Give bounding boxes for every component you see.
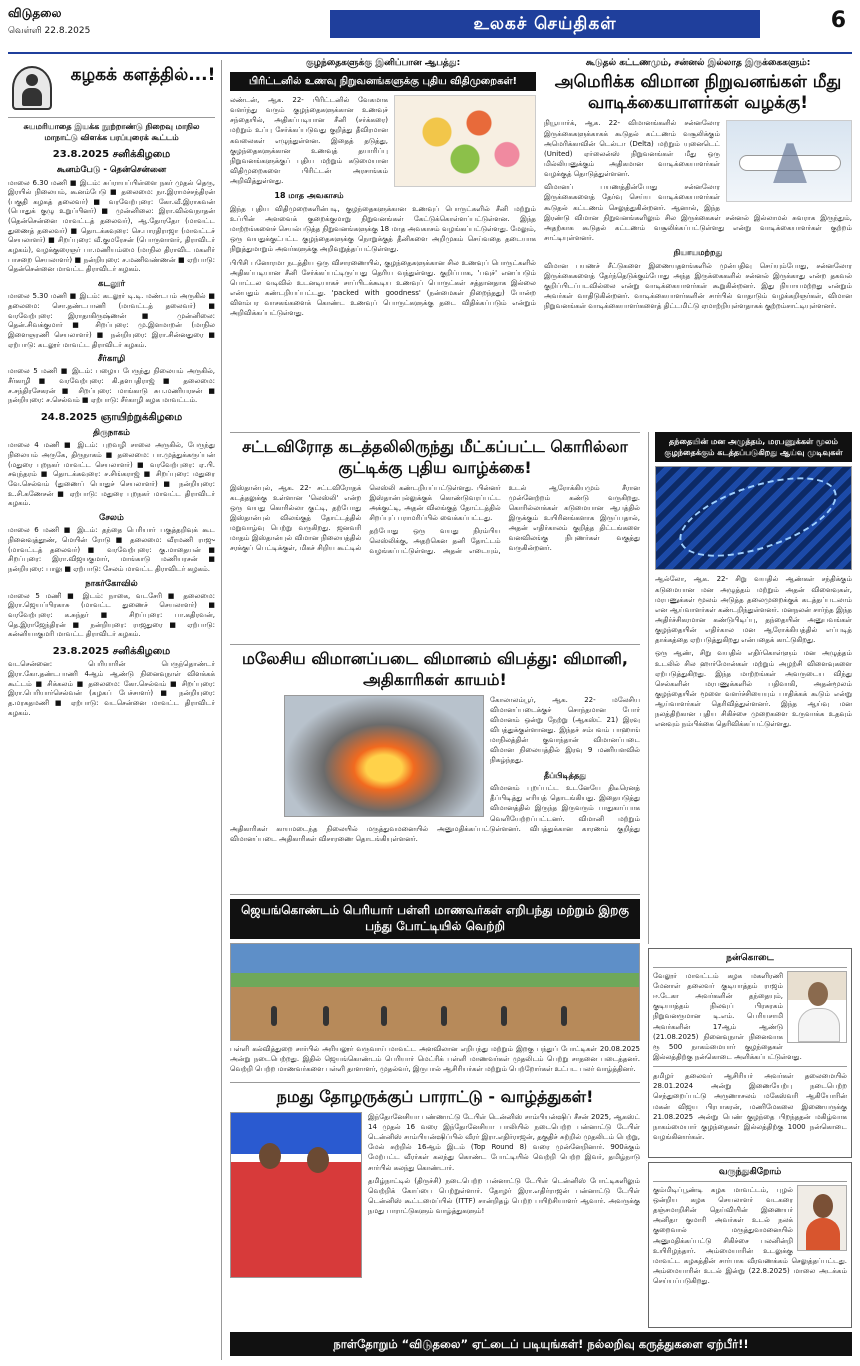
baby-food-photo — [394, 95, 536, 187]
obituary-box — [648, 1162, 852, 1328]
place-heading: நாகர்கோவில் — [85, 578, 138, 589]
article-body — [230, 1112, 640, 1216]
dna-illustration — [655, 466, 852, 570]
left-column — [8, 60, 222, 1360]
article-body — [230, 483, 640, 557]
article-sports — [230, 894, 640, 1078]
article-headline: நமது தோழருக்குப் பாராட்டு - வாழ்த்துகள்! — [276, 1087, 594, 1106]
divider — [653, 1066, 847, 1067]
kalam-title: கழகக் களத்தில்...! — [70, 65, 216, 85]
article-stress-genes — [648, 432, 852, 944]
article-baby-food — [230, 58, 536, 428]
article-kicker: குழந்தைகளுக்கு இனிப்பான ஆபத்து: — [305, 58, 461, 68]
paper-date: வெள்ளி 22.8.2025 — [8, 26, 91, 36]
article-paragraph: பிபிசி பனோரமா நடத்திய ஒரு விசாரணையில், குழந்தைகளுக்கான சில உணவுப் பொருட்களில் அதிகப்படியான சீனி சேர்க்கப்பட்டிருப்பது தெரிய வந்துள்ளது. குறிப்பாக, 'பவுச்' எனப்படும் பொட்டல வடிவில் உடனடியாகச் சாப்பிடக்கூடிய உணவுப் பொருட்கள் சத்தானதாக இல்லை என்பதும் கண்டறியப்பட்டது. 'packed with goodness' (நன்மைகள் நிறைந்தது) போன்ற விளம்பர வாசகங்களைக் கொண்ட உணவுப் பொருட்களுக்கு தடை விதிக்கப்படும் என்றும் அறிவிக்கப்பட்டுள்ளது. — [230, 258, 536, 318]
article-gorilla — [230, 432, 640, 642]
article-headline: பிரிட்டனில் உணவு நிறுவனங்களுக்கு புதிய விதிமுறைகள்! — [230, 72, 536, 91]
program-text: மாலை 5 மணி ■ இடம்: பழைய பேருந்து நிலையம் அருகில், சீர்காழி ■ வரவேற்புரை: கி.தளபதிராஜ் ■ தலைமை: ச.சந்திரசேகரன் ■ சிறப்புரை: மாங்காடு சுப.மணியரசன் ■ நன்றியுரை: ச.செல்வம் ■ ஏற்பாடு: சீர்காழி கழக மாவட்டம். — [8, 367, 215, 405]
portrait-photo — [787, 971, 847, 1043]
article-paragraph: விமானப் பயணத்தின்போது சன்னலோர இருக்கைகளைத் தேர்வு செய்ய வாடிக்கையாளர்கள் கூடுதல் கட்டணம் செலுத்துகின்றனர். ஆனால், இந்த இரண்டு விமான நிறுவனங்களிலும் சில இருக்கைகள் சன்னல் இல்லாமல் சுவராக இருந்தும், அதற்காக கூடுதல் கட்டணம் வசூலிக்கப்பட்டுள்ளது என்று வாடிக்கையாளர்கள் குற்றம் சாட்டியுள்ளனர். — [544, 183, 852, 242]
box-title: நன்கொடை — [653, 953, 847, 968]
program-text: மாலை 4 மணி ■ இடம்: புறவழி சாலை அருகில், பேருந்து நிலையம் அருகே, திருநாகம் ■ தலைமை: பா.முத்துக்கருப்பன் (மதுரை புறநகர் மாவட்ட செயலாளர்) ■ வரவேற்புரை: ஏ.பி. சவுந்தரம் ■ தொடக்கவுரை: ச.சிங்கராஜ் ■ சிறப்புரை: மதுரை வே.செல்வம் (துணைப் பொதுச் செயலாளர்) ■ நன்றியுரை: உ.சி.கணேசன் ■ ஏற்பாடு: மதுரை புறநகர் மாவட்ட திராவிடர் கழகம். — [8, 441, 215, 508]
program-text: வடசென்னை: பெரியாரின் பெருந்தொண்டர் இரா.கோ.தண்டபாணி 4ஆம் ஆண்டு நினைவுநாள் விளக்கக் கூட்டம் ■ சிக்கலம் ■ தலைமை: கோ.செல்வம் ■ சிறப்புரை: இரா.பெரியார்செல்வன் (கழகப் பேச்சாளர்) ■ நன்றியுரை: த.மரகதமணி ■ ஏற்பாடு: வடசென்னை மாவட்ட திராவிடர் கழகம். — [8, 660, 215, 717]
article-paragraph: இந்த புதிய விதிமுறைகளின்படி, குழந்தைகளுக்கான உணவுப் பொருட்களில் சீனி மற்றும் உப்பின் அளவைக் குறைக்குமாறு நிறுவனங்கள் கேட்டுக்கொள்ளப்பட்டுள்ளன. இந்த மாற்றங்களைச் செயல்படுத்த நிறுவனங்களுக்கு 18 மாத அவகாசம் வழங்கப்பட்டுள்ளது. மேலும், ஒரு வயதுக்குட்பட்ட குழந்தைகளுக்கு நொறுக்குத் தீனிகளை அறிமுகம் செய்வதை தடையாக நிறுத்துமாறும் அவர்களுக்கு அறிவுறுத்தப்பட்டுள்ளது. — [230, 204, 537, 254]
award-photo — [230, 1112, 362, 1278]
article-paragraph: நியூயார்க், ஆக. 22- விமானங்களில் சன்னலோர இருக்கைகளுக்காகக் கூடுதல் கட்டணம் வசூலிக்கும் அமெரிக்காவின் டெல்டா (Delta) மற்றும் யுனைடெட் (United) ஏர்லைன்ஸ் நிறுவனங்கள் மீது ஒரு மில்லியனுக்கும் அதிகமான வாடிக்கையாளர்கள் வழக்குத் தொடுத்துள்ளனர். — [544, 119, 720, 179]
kalam-subtitle: சுயமரியாதை இயக்க நூற்றாண்டு நிறைவு மாநில மாநாட்டு விளக்க பரப்புரைக் கூட்டம் — [23, 122, 200, 142]
article-paragraph: ஒரு ஆண், சிறு வயதில் எதிர்கொள்ளும் மன அழுத்தம் உடலில் சில ஹார்மோன்கள் மற்றும் அழற்சி விளைவுகளை ஏற்படுத்துகிறது. இந்த மாற்றங்கள் அவருடைய விந்து செல்களின் மரபணுக்களில் பதிவாகி, அதன்மூலம் குழந்தையின் மூளை வளர்ச்சியையும் பாதிக்கக் கூடும் என்று ஆய்வாளர்கள் தெரிவித்துள்ளனர். இந்த ஆய்வு மன நலத்திற்கான புதிய சிகிச்சை முறைகளை உருவாக்க உதவும் எனவும் நம்பிக்கை தெரிவிக்கப்பட்டுள்ளது. — [655, 649, 852, 729]
article-paragraph: லண்டன், ஆக. 22- பிரிட்டனில் வேகமாக வளர்ந்து வரும் குழந்தைகளுக்கான உணவுச் சந்தையில், அதிகப்படியான சீனி (சர்க்கரை) மற்றும் உப்பு சேர்க்கப்படுவது குறித்து தீவிரமான கவலைகள் எழுந்துள்ளன. இதைத் தடுத்து, குழந்தைகளுக்கான உணவுத் தயாரிப்பு நிறுவனங்களுக்குப் புதிய மற்றும் கடுமையான விதிமுறைகளை பிரிட்டன் அரசாங்கம் அறிவித்துள்ளது. — [230, 96, 388, 186]
place-heading: திருநாகம் — [92, 428, 130, 439]
article-kicker: கூடுதல் கட்டணமும், சன்னல் இல்லாத இருக்கைகளும்: — [585, 58, 811, 68]
article-subhead: 18 மாத அவகாசம் — [274, 191, 344, 201]
article-paragraph: விமானம் புறப்பட்ட உடனேயே திடீரெனத் தீப்பிடித்து எரியத் தொடங்கியது. இதையடுத்து விமானத்தில் இருந்த இருவரும் பாதுகாப்பாக வெளியேற்றப்பட்டனர். விமானி மற்றும் அதிகாரிகள் காயமடைந்த நிலையில் மருத்துவமனையில் அனுமதிக்கப்பட்டுள்ளனர். விபத்துக்கான காரணம் குறித்து விமானப்படை அதிகாரிகள் விசாரணை தொடங்கியுள்ளனர். — [230, 784, 640, 843]
article-body — [544, 118, 852, 311]
article-headline: தந்தையின் மன அழுத்தம், மரபணுக்கள் மூலம் குழந்தைக்கும் கடத்தப்படுகிறது ஆய்வு முடிவுகள் — [655, 432, 852, 462]
article-paragraph: இஸ்தான்புல், ஆக. 22- சட்டவிரோதக் கடத்தலுக்கு உள்ளான 'லெஸ்லி' என்ற ஒரு வயது கொரில்லா குட்டி, தற்போது இஸ்தான்புல் விலங்குத் தோட்டத்தில் மறுவாழ்வு பெற்று வருகிறது. ஜனவரி மாதம் இஸ்தான்புல் விமான நிலையத்தில் சரக்குப் பெட்டிக்குள், மிகச் சிறிய கூட்டில் லெஸ்லி கண்டறியப்பட்டுள்ளது. பின்னர் இஸ்தான்புல்லுக்குக் கொண்டுவரப்பட்ட அக்குட்டி, அதன் விலங்குத் தோட்டத்தில் சிறப்புப் பராமரிப்பில் வைக்கப்பட்டது. — [230, 483, 501, 553]
page-number: 6 — [830, 8, 846, 33]
article-paragraph: ஆல்லோ, ஆக. 22- சிறு வயதில் ஆண்கள் சந்திக்கும் கடுமையான மன அழுத்தம் மற்றும் அதன் விளைவுகள், மரபணுக்கள் மூலம் அடுத்த தலைமுறைக்குக் கடத்தப்படலாம் என ஆய்வாளர்கள் கண்டறிந்துள்ளனர். மனநலன் சார்ந்த இந்த அதிர்ச்சிகரமான கண்டுபிடிப்பு, தந்தையின் அனுபவங்கள் குழந்தையின் எதிர்கால மன ஆரோக்கியத்தில் எப்படித் தாக்கத்தை ஏற்படுத்துகிறது என்பதைக் காட்டுகிறது. — [655, 575, 852, 645]
sports-photo — [230, 943, 640, 1041]
place-heading: சீர்காழி — [97, 354, 126, 365]
article-headline: சட்டவிரோத கடத்தலிலிருந்து மீட்கப்பட்ட கொரில்லா குட்டிக்கு புதிய வாழ்க்கை! — [242, 437, 628, 477]
program-text: மாலை 5.30 மணி ■ இடம்: கடலூர் டி.டி. மண்டபம் அருகில் ■ தலைமை: சொ.தண்டபாணி (மாவட்டத் தலைவர்) ■ வரவேற்புரை: இராதாகிருஷ்ணன் ■ முன்னிலை: தென்.சிவக்குமார் ■ சிறப்புரை: மு.இளமாறன் (மாநில இளைஞரணி செயலாளர்) ■ நன்றியுரை: இரா.சின்னதுரை ■ ஏற்பாடு: கடலூர் மாவட்ட திராவிடர் கழகம். — [8, 292, 215, 349]
place-heading: கூனம்பேடு - தென்சென்னை — [56, 165, 167, 176]
box-text: கும்மிடிப்பூண்டி கழக மாவட்டம், புழல் ஒன்றிய கழக செயலாளர் வடகரை தஞ்சமாறிசின் தெய்வியின் இணையர் அனிதா குமாரி அவர்கள் உடல் நலக் குறைவால் மருத்துவமனையில் அனுமதிக்கப்பட்டு சிகிச்சை பலனின்றி உயிரிழந்தார். அம்மையாரின் உடலுக்கு மாவட்ட கழகத்தின் சார்பாக வீரவணக்கம் செலுத்தப்பட்டது. அம்மையாரின் உடல் இன்று (22.8.2025) மாலை அடக்கம் செய்யப்படுகிறது. — [653, 1185, 847, 1286]
airplane-photo — [726, 120, 852, 202]
photo-caption: பள்ளி கல்வித்துறை சார்பில் அரியலூர் வருவாய் மாவட்ட அளவிலான எறிபந்து மற்றும் இறகு பந்துப் போட்டிகள் 20.08.2025 அன்று நடைபெற்றது. இதில் ஜெயங்கொண்டம் பெரியார் மெட்ரிக் பள்ளி மாணவர்கள் முதலிடம் பெற்று சாதனை படைத்தனர். வெற்றி பெற்ற மாணவர்களை பள்ளி தாளாளர், முதல்வர், இருபால் ஆசிரியர்கள் மற்றும் பெற்றோர்கள் உட்பட பலர் வாழ்த்தினர். — [230, 1044, 640, 1073]
article-body — [230, 695, 640, 844]
article-subhead: தீப்பிடித்தது — [543, 770, 587, 780]
box-title: வருந்துகிறோம் — [653, 1167, 847, 1182]
article-body — [655, 574, 852, 729]
place-heading: கடலூர் — [97, 279, 126, 290]
article-paragraph: தற்போது ஒரு வயது நிரம்பிய லெஸ்லிக்கு, அதற்கென தனி தோட்டம் வழங்கப்பட்டுள்ளது. அதன் எடையும், உடல் ஆரோக்கியமும் சீரான முன்னேற்றம் கண்டு வருகிறது. கொரில்லாக்கள் கடுமையான ஆபத்தில் இருக்கும் உயிரினங்களாக இருப்பதால், அதன் எதிர்காலம் குறித்த திட்டங்களை வனவிலங்கு நிபுணர்கள் வகுத்து வருகின்றனர். — [369, 483, 640, 556]
footer-strip: நாள்தோறும் “விடுதலை” ஏட்டைப் படியுங்கள்! நல்லறிவு கருத்துகளை ஏற்பீர்!! — [230, 1332, 852, 1356]
place-heading: சேலம் — [99, 513, 124, 524]
section-banner: உலகச் செய்திகள் — [330, 10, 760, 38]
donation-box — [648, 948, 852, 1158]
header-rule — [8, 52, 852, 54]
periyar-logo-icon — [12, 66, 52, 110]
program-text: மாலை 6.30 மணி ■ இடம்: சுப்ராயப்பிள்ளை நகர் முதல் தெரு, இரயில் நிலையம், கூனம்பேடு ■ தலைமை: நா.இராமச்சந்திரன் (பகுதி கழகத் தலைவர்) ■ வரவேற்புரை: கோ.வீ.இராகவன் (பொதுக் குழு உறுப்பினர்) ■ முன்னிலை: இரா.வில்வநாதன் (தென்சென்னை மாவட்டத் தலைவர்), ஆ.தோரதோ (மாவட்ட துணைத் தலைவர்) ■ தொடக்கவுரை: செ.பாரதிராஜா (மாவட்டச் செயலாளர்) ■ சிறப்புரை: வீ.குமரேசன் (பொருளாளர், திராவிடர் கழகம்), வழக்குரைஞர் பா.மணியம்மை (மாநில திராவிட மகளிர் பாசறை செயலாளர்) ■ நன்றியுரை: ச.மணிவண்ணன் ■ ஏற்பாடு: தென்சென்னை மாவட்ட திராவிடர் கழகம். — [8, 178, 215, 274]
box-text: வேலூர் மாவட்டம் கழக மகளிரணி மேனாள் தலைவர் குடியாத்தம் ராஜம் ஈ.டேகா அவர்களின் தந்தையும், குடியாத்தம் நிலவுப் பிரசுரகம் நிறுவனருமான டி.எம். பெரியசாமி அவர்களின் 17ஆம் ஆண்டு (21.08.2025) நினைவுநாள் நினைவாக ரூ 500 நாகம்மையார் குழந்தைகள் இல்லத்திற்கு நன்கொடை அளிக்கப்பட்டுள்ளது. — [653, 971, 802, 1061]
article-headline: ஜெயங்கொண்டம் பெரியார் பள்ளி மாணவர்கள் எறிபந்து மற்றும் இறகு பந்து போட்டியில் வெற்றி — [230, 899, 640, 939]
article-headline: அமெரிக்க விமான நிறுவனங்கள் மீது வாடிக்கையாளர்கள் வழக்கு! — [554, 71, 842, 114]
program-text: மாலை 5 மணி ■ இடம்: நாகை, வடசேரி ■ தலைமை: இரா.ஜெயப்பிரகாசு (மாவட்ட துணைச் செயலாளர்) ■ வரவேற்புரை: க.சுந்தர் ■ சிறப்புரை: பா.கதிரவன், தெ.இராஜேந்திரன் ■ நன்றியுரை: ராஜதுரை ■ ஏற்பாடு: கன்னியாகுமரி மாவட்ட திராவிடர் கழகம். — [8, 591, 215, 639]
article-airline — [544, 58, 852, 428]
article-paragraph: தமிழ்நாட்டில் (திருச்சி) நடைபெற்ற பன்னாட்டு டேபிள் டென்னிஸ் போட்டிகளிலும் வெற்றிக் கோப்பை பெற்றுள்ளார். தோழர் இரா.எதிர்ராஜன் பன்னாட்டு டேபிள் டென்னிஸ் கூட்டமைப்பில் (ITTF) சான்றிதழ் பெற்ற பயிற்சியாளர் ஆவார். அவருக்கு நமது பாராட்டுகளும் வாழ்த்துகளும்! — [368, 1176, 640, 1216]
day-heading: 23.8.2025 சனிக்கிழமை — [52, 646, 171, 658]
portrait-photo — [797, 1185, 847, 1251]
article-congrats — [230, 1082, 640, 1328]
box-text: தமிழர் தலைவர் ஆசிரியர் அவர்கள் தலைமையில் 28.01.2024 அன்று இணையேற்பு நடைபெற்ற செந்துறைப்பட்டு அருணாசலம் மகேஸ்வரி ஆகியோரின் மகன் விஜய பிரபாகரன், மணிமேகலை இணையருக்கு 21.08.2025 அன்று பெண் குழந்தை பிறந்ததன் மகிழ்வாக நாகம்மையார் குழந்தைகள் இல்லத்திற்கு 1000 நன்கொடை வழங்கினார்கள். — [653, 1072, 847, 1141]
article-body — [230, 95, 536, 318]
article-paragraph: இந்தோனேசியா பண்ணாட்டு டேபிள் டென்னிஸ் சாம்பியன்ஷிப் சீசன் 2025, ஆகஸ்ட் 14 முதல் 16 வரை இந்தோனேசியா பாலியில் நடைபெற்ற பன்னாட்டு டேபிள் டென்னிஸ் சாம்பியன்ஷிப்பில் வீரர் இரா.எதிர்ராஜன், தகுதிச் சுற்றில் முதலிடம் பெற்று, மேல் சுற்றில் 16ஆம் இடம் (Top Round 8) வரை முன்னேறினார். 900க்கும் மேற்பட்ட வீரர்கள் கலந்து கொண்ட போட்டியில் வெற்றி பெற்ற இவர், தமிழ்நாடு சார்பில் கலந்து கொண்டார். — [368, 1112, 640, 1172]
article-headline: மலேசிய விமானப்படை விமானம் விபத்து: விமானி, அதிகாரிகள் காயம்! — [242, 649, 628, 689]
article-malaysia-crash — [230, 644, 640, 892]
article-paragraph: விமான பயணச் சீட்டுகளை இணையதளங்களில் முன்பதிவு செய்யும்போது, சன்னலோர இருக்கைகளைத் தேர்ந்தெடுக்கும்போது அந்த இருக்கைகளில் சன்னல் இருக்காது என்ற தகவல் குறிப்பிடப்படவில்லை என்று வாடிக்கையாளர்கள் கூறுகின்றனர். இது நியாயமற்றது என்றும் அவர்கள் வாதிடுகின்றனர். வாடிக்கையாளர்களின் சார்பில் வாதாடும் வழக்கறிஞர்கள், விமான நிறுவனங்கள் வாடிக்கையாளர்களைத் திட்டமிட்டு ஏமாற்றியுள்ளதாகக் குற்றம்சாட்டியுள்ளனர். — [544, 261, 852, 311]
article-subhead: நியாயமற்றது — [673, 248, 723, 258]
program-text: மாலை 6 மணி ■ இடம்: தந்தை பெரியார் பகுத்தறிவுக் கூட நினைவுத்தூண், மெயின் ரோடு ■ தலைமை: வீரமணி ராஜு (மாவட்டத் தலைவர்) ■ வரவேற்புரை: கு.மாதையன் ■ சிறப்புரை: இரா.விஜயகுமார், மாங்காடு மணியரசன் ■ நன்றியுரை: பாலு ■ ஏற்பாடு: சேலம் மாவட்ட திராவிடர் கழகம். — [8, 526, 215, 573]
article-paragraph: கோலாலம்பூர், ஆக. 22- மலேசிய விமானப்படைக்குச் சொந்தமான போர் விமானம் ஒன்று நேற்று (ஆகஸ்ட் 21) இரவு விபத்துக்குள்ளானது. இந்தச் சம்பவம் பாஹாங் மாநிலத்தின் குவாந்தான் விமானப்படை விமான நிலையத்தில் இரவு 9 மணியளவில் நிகழ்ந்தது. — [490, 695, 640, 765]
plane-fire-photo — [284, 695, 484, 817]
masthead — [8, 6, 852, 50]
paper-name: விடுதலை — [8, 6, 62, 20]
day-heading: 23.8.2025 சனிக்கிழமை — [52, 149, 171, 161]
day-heading: 24.8.2025 ஞாயிற்றுக்கிழமை — [40, 412, 183, 424]
kalam-header — [8, 60, 215, 118]
